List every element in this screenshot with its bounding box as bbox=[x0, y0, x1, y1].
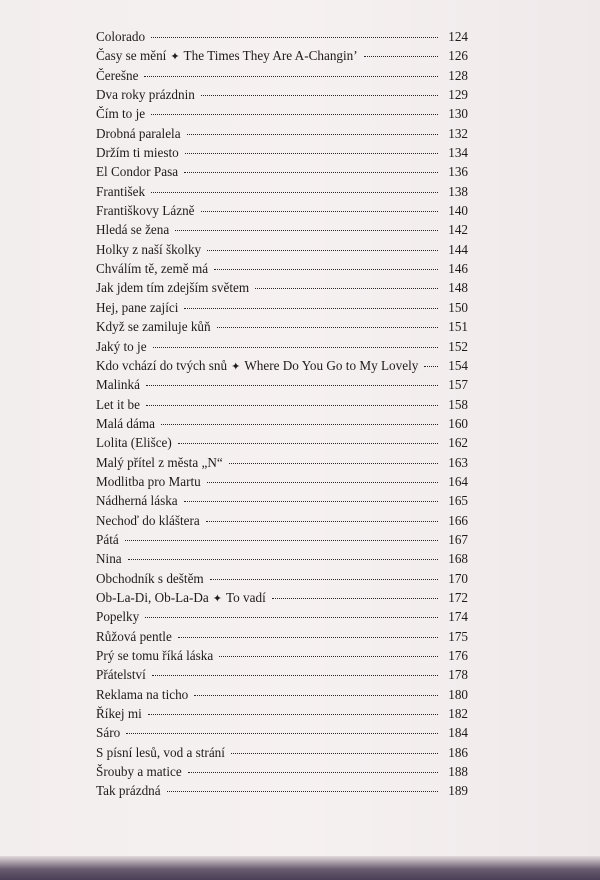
toc-entry bbox=[96, 491, 468, 510]
toc-entry bbox=[96, 337, 468, 356]
toc-entry-title: Hej, pane zajíci bbox=[96, 299, 179, 315]
toc-entry-title: Františkovy Lázně bbox=[96, 203, 195, 219]
dot-leader bbox=[184, 308, 438, 309]
dot-leader bbox=[364, 56, 438, 57]
toc-entry bbox=[96, 182, 468, 201]
toc-entry bbox=[96, 704, 468, 723]
toc-entry bbox=[96, 607, 468, 626]
dot-leader bbox=[231, 753, 438, 754]
toc-page-number: 128 bbox=[448, 67, 468, 83]
toc-page-number: 148 bbox=[448, 280, 468, 296]
toc-entry-title: Říkej mi bbox=[96, 706, 142, 722]
toc-page-number: 162 bbox=[448, 435, 468, 451]
toc-page-number: 170 bbox=[448, 570, 468, 586]
toc-entry-title: Čím to je bbox=[96, 106, 146, 122]
dot-leader bbox=[184, 172, 438, 173]
toc-page-number: 184 bbox=[448, 725, 468, 741]
toc-entry bbox=[96, 685, 468, 704]
dot-leader bbox=[126, 733, 438, 734]
toc-entry bbox=[96, 240, 468, 259]
toc-entry-title: Colorado bbox=[96, 29, 146, 44]
toc-entry bbox=[96, 588, 468, 607]
dot-leader bbox=[178, 443, 438, 444]
toc-page-number: 154 bbox=[448, 357, 468, 373]
toc-page-number: 129 bbox=[448, 87, 468, 103]
dot-leader bbox=[144, 76, 438, 77]
toc-entry-alt-title: The Times They Are A-Changin’ bbox=[183, 48, 358, 64]
toc-page-number: 140 bbox=[448, 203, 468, 219]
page-bottom-edge bbox=[0, 856, 600, 880]
toc-entry bbox=[96, 646, 468, 665]
toc-entry-alt-title: To vadí bbox=[226, 589, 266, 605]
dot-leader bbox=[148, 714, 438, 715]
toc-entry bbox=[96, 453, 468, 472]
toc-entry-title: Malý přítel z města „N“ bbox=[96, 454, 223, 470]
toc-page-number: 182 bbox=[448, 706, 468, 722]
toc-page-number: 166 bbox=[448, 512, 468, 528]
dot-leader bbox=[146, 385, 438, 386]
dot-leader bbox=[229, 463, 438, 464]
toc-entry bbox=[96, 356, 468, 375]
toc-entry-title: El Condor Pasa bbox=[96, 164, 179, 180]
dot-leader bbox=[184, 501, 438, 502]
toc-entry-title: Čerešne bbox=[96, 67, 139, 83]
table-of-contents bbox=[96, 27, 468, 801]
toc-page-number: 157 bbox=[448, 377, 468, 393]
toc-entry bbox=[96, 569, 468, 588]
toc-page-number: 164 bbox=[448, 473, 468, 489]
toc-page-number: 124 bbox=[448, 29, 468, 44]
dot-leader bbox=[217, 327, 438, 328]
toc-entry bbox=[96, 278, 468, 297]
toc-entry-title: Malinká bbox=[96, 377, 140, 393]
toc-page-number: 151 bbox=[448, 319, 468, 335]
toc-entry bbox=[96, 723, 468, 742]
toc-page-number: 150 bbox=[448, 299, 468, 315]
toc-entry-title: Přátelství bbox=[96, 667, 146, 683]
dot-leader bbox=[219, 656, 438, 657]
toc-entry-title: Chválím tě, země má bbox=[96, 261, 209, 277]
toc-page-number: 186 bbox=[448, 744, 468, 760]
toc-entry bbox=[96, 414, 468, 433]
toc-page-number: 126 bbox=[448, 48, 468, 64]
toc-entry-title: Držím ti miesto bbox=[96, 145, 179, 161]
toc-entry bbox=[96, 85, 468, 104]
toc-page-number: 180 bbox=[448, 686, 468, 702]
toc-entry bbox=[96, 66, 468, 85]
toc-entry-title: Obchodník s deštěm bbox=[96, 570, 204, 586]
toc-entry-title: Časy se mění bbox=[96, 48, 167, 64]
toc-page-number: 175 bbox=[448, 628, 468, 644]
toc-entry bbox=[96, 762, 468, 781]
toc-entry bbox=[96, 298, 468, 317]
toc-page-number: 136 bbox=[448, 164, 468, 180]
toc-entry bbox=[96, 530, 468, 549]
star-separator-icon: ✦ bbox=[212, 592, 222, 605]
toc-entry-title: Lolita (Elišce) bbox=[96, 435, 172, 451]
toc-entry bbox=[96, 201, 468, 220]
toc-page-number: 189 bbox=[448, 783, 468, 799]
toc-entry bbox=[96, 627, 468, 646]
toc-entry-title: Jaký to je bbox=[96, 338, 147, 354]
dot-leader bbox=[206, 521, 438, 522]
toc-entry bbox=[96, 395, 468, 414]
toc-entry-title: Tak prázdná bbox=[96, 783, 161, 799]
toc-page-number: 165 bbox=[448, 493, 468, 509]
toc-entry-title: Pátá bbox=[96, 531, 119, 547]
dot-leader bbox=[152, 675, 438, 676]
toc-entry-title: Prý se tomu říká láska bbox=[96, 648, 214, 663]
toc-page-number: 168 bbox=[448, 551, 468, 567]
toc-entry-title: František bbox=[96, 183, 146, 199]
star-separator-icon: ✦ bbox=[170, 51, 180, 64]
dot-leader bbox=[201, 95, 438, 96]
toc-entry bbox=[96, 124, 468, 143]
toc-entry bbox=[96, 375, 468, 394]
toc-entry bbox=[96, 433, 468, 452]
toc-entry-title: Dva roky prázdnin bbox=[96, 87, 195, 103]
dot-leader bbox=[151, 37, 438, 38]
toc-entry-title: Reklama na ticho bbox=[96, 686, 189, 702]
toc-page-number: 152 bbox=[448, 338, 468, 354]
toc-entry-title: Nádherná láska bbox=[96, 493, 178, 509]
toc-page-number: 144 bbox=[448, 241, 468, 257]
dot-leader bbox=[167, 791, 438, 792]
toc-page-number: 176 bbox=[448, 648, 468, 663]
toc-page-number: 142 bbox=[448, 222, 468, 238]
toc-entry bbox=[96, 317, 468, 336]
toc-entry-title: Popelky bbox=[96, 609, 140, 625]
toc-entry-title: Růžová pentle bbox=[96, 628, 172, 644]
toc-entry-title: Kdo vchází do tvých snů bbox=[96, 357, 228, 373]
toc-entry-title: Nina bbox=[96, 551, 122, 567]
dot-leader bbox=[161, 424, 438, 425]
toc-entry bbox=[96, 27, 468, 46]
toc-entry bbox=[96, 104, 468, 123]
toc-page-number: 160 bbox=[448, 415, 468, 431]
dot-leader bbox=[125, 540, 438, 541]
dot-leader bbox=[146, 405, 438, 406]
toc-page-number: 138 bbox=[448, 183, 468, 199]
toc-page-number: 167 bbox=[448, 531, 468, 547]
toc-entry bbox=[96, 472, 468, 491]
dot-leader bbox=[187, 134, 438, 135]
toc-entry bbox=[96, 162, 468, 181]
toc-page-number: 178 bbox=[448, 667, 468, 683]
toc-page-number: 132 bbox=[448, 125, 468, 141]
dot-leader bbox=[210, 579, 438, 580]
toc-entry-alt-title: Where Do You Go to My Lovely bbox=[244, 357, 419, 373]
toc-entry-title: Jak jdem tím zdejším světem bbox=[96, 280, 250, 296]
toc-entry bbox=[96, 259, 468, 278]
dot-leader bbox=[201, 211, 438, 212]
toc-entry-title: Drobná paralela bbox=[96, 125, 181, 141]
toc-entry bbox=[96, 511, 468, 530]
dot-leader bbox=[188, 772, 438, 773]
toc-entry bbox=[96, 743, 468, 762]
toc-entry bbox=[96, 665, 468, 684]
dot-leader bbox=[214, 269, 438, 270]
dot-leader bbox=[151, 114, 438, 115]
dot-leader bbox=[153, 347, 438, 348]
toc-page-number: 188 bbox=[448, 764, 468, 780]
toc-page-number: 174 bbox=[448, 609, 468, 625]
toc-page-number: 134 bbox=[448, 145, 468, 161]
dot-leader bbox=[128, 559, 438, 560]
toc-entry-title: Modlitba pro Martu bbox=[96, 473, 201, 489]
dot-leader bbox=[207, 250, 438, 251]
dot-leader bbox=[185, 153, 438, 154]
toc-entry bbox=[96, 220, 468, 239]
toc-page-number: 163 bbox=[448, 454, 468, 470]
toc-entry-title: Sáro bbox=[96, 725, 121, 741]
dot-leader bbox=[175, 230, 438, 231]
dot-leader bbox=[272, 598, 438, 599]
toc-entry-title: Nechoď do kláštera bbox=[96, 512, 200, 528]
toc-entry-title: Když se zamiluje kůň bbox=[96, 319, 211, 335]
star-separator-icon: ✦ bbox=[231, 360, 241, 373]
dot-leader bbox=[424, 366, 438, 367]
toc-entry-title: Let it be bbox=[96, 396, 140, 412]
toc-page-number: 172 bbox=[448, 589, 468, 605]
toc-page-number: 130 bbox=[448, 106, 468, 122]
toc-entry-title: Šrouby a matice bbox=[96, 764, 182, 780]
toc-entry-title: Hledá se žena bbox=[96, 222, 170, 238]
dot-leader bbox=[145, 617, 438, 618]
dot-leader bbox=[178, 637, 438, 638]
toc-page-number: 158 bbox=[448, 396, 468, 412]
dot-leader bbox=[194, 695, 438, 696]
toc-entry-title: S písní lesů, vod a strání bbox=[96, 744, 225, 760]
toc-page-number: 146 bbox=[448, 261, 468, 277]
toc-entry-title: Malá dáma bbox=[96, 415, 155, 431]
toc-entry bbox=[96, 549, 468, 568]
toc-entry bbox=[96, 143, 468, 162]
toc-entry-title: Holky z naší školky bbox=[96, 241, 202, 257]
toc-entry-title: Ob-La-Di, Ob-La-Da bbox=[96, 589, 209, 605]
dot-leader bbox=[207, 482, 438, 483]
dot-leader bbox=[255, 288, 438, 289]
toc-entry bbox=[96, 46, 468, 65]
toc-entry bbox=[96, 781, 468, 800]
dot-leader bbox=[151, 192, 438, 193]
